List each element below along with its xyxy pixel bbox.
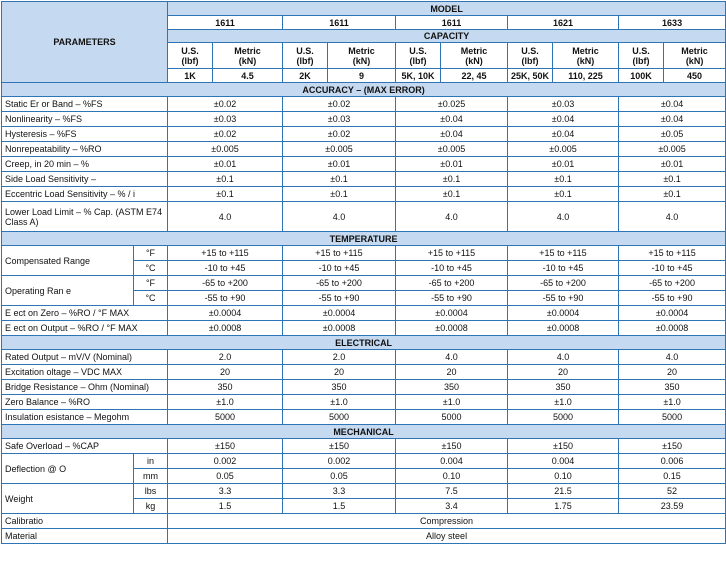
weight-value: 1.75 (508, 499, 619, 514)
temperature-value: -55 to +90 (396, 291, 508, 306)
section-mechanical: MECHANICAL (2, 425, 726, 439)
table-row (2, 514, 726, 529)
electrical-label: Rated Output – mV/V (Nominal) (2, 350, 168, 365)
table-row (2, 321, 726, 336)
safe-overload-value: ±150 (619, 439, 726, 454)
accuracy-value: ±0.1 (619, 172, 726, 187)
deflection-value: 0.05 (283, 469, 396, 484)
accuracy-value: ±0.1 (396, 172, 508, 187)
table-row (2, 336, 726, 350)
accuracy-value: 4.0 (168, 202, 283, 232)
capacity-title: CAPACITY (168, 30, 726, 43)
temperature-effect-value: ±0.0004 (168, 306, 283, 321)
accuracy-label: Nonlinearity – %FS (2, 112, 168, 127)
accuracy-value: ±0.1 (508, 172, 619, 187)
temperature-value: -65 to +200 (168, 276, 283, 291)
temperature-value: -65 to +200 (508, 276, 619, 291)
accuracy-value: ±0.1 (168, 187, 283, 202)
weight-value: 3.3 (283, 484, 396, 499)
table-row (2, 454, 726, 469)
accuracy-label: Creep, in 20 min – % (2, 157, 168, 172)
accuracy-value: ±0.04 (396, 127, 508, 142)
accuracy-value: ±0.01 (508, 157, 619, 172)
table-row (2, 306, 726, 321)
electrical-value: 5000 (396, 410, 508, 425)
safe-overload-label: Safe Overload – %CAP (2, 439, 168, 454)
capacity-us: 25K, 50K (508, 69, 553, 83)
us-lbf-header: U.S. (lbf) (396, 43, 441, 69)
accuracy-value: ±0.04 (508, 112, 619, 127)
deflection-value: 0.002 (283, 454, 396, 469)
temperature-effect-value: ±0.0004 (619, 306, 726, 321)
temperature-effect-value: ±0.0008 (396, 321, 508, 336)
temperature-effect-label: E ect on Zero – %RO / °F MAX (2, 306, 168, 321)
electrical-value: 20 (508, 365, 619, 380)
table-row (2, 172, 726, 187)
parameters-header: PARAMETERS (2, 2, 168, 83)
temperature-effect-value: ±0.0004 (283, 306, 396, 321)
electrical-value: ±1.0 (508, 395, 619, 410)
deflection-value: 0.10 (508, 469, 619, 484)
electrical-value: 5000 (508, 410, 619, 425)
accuracy-value: ±0.1 (283, 187, 396, 202)
accuracy-value: ±0.02 (283, 97, 396, 112)
accuracy-value: ±0.01 (396, 157, 508, 172)
deflection-value: 0.004 (508, 454, 619, 469)
electrical-value: 20 (283, 365, 396, 380)
temperature-value: -65 to +200 (619, 276, 726, 291)
table-row (2, 350, 726, 365)
temperature-value: +15 to +115 (396, 246, 508, 261)
accuracy-value: ±0.02 (168, 97, 283, 112)
accuracy-value: ±0.03 (283, 112, 396, 127)
temperature-value: +15 to +115 (168, 246, 283, 261)
accuracy-value: ±0.005 (396, 142, 508, 157)
temperature-value: -10 to +45 (283, 261, 396, 276)
capacity-metric: 4.5 (213, 69, 283, 83)
table-row (2, 395, 726, 410)
table-row (2, 2, 726, 16)
electrical-label: Excitation oltage – VDC MAX (2, 365, 168, 380)
table-row (2, 127, 726, 142)
electrical-value: 350 (619, 380, 726, 395)
section-electrical: ELECTRICAL (2, 336, 726, 350)
table-row (2, 276, 726, 291)
temperature-value: -10 to +45 (168, 261, 283, 276)
temperature-value: +15 to +115 (619, 246, 726, 261)
temperature-unit: °F (134, 276, 168, 291)
temperature-value: -55 to +90 (283, 291, 396, 306)
capacity-metric: 110, 225 (553, 69, 619, 83)
weight-unit: lbs (134, 484, 168, 499)
temperature-value: -55 to +90 (508, 291, 619, 306)
calibration-value: Compression (168, 514, 726, 529)
temperature-effect-value: ±0.0004 (396, 306, 508, 321)
electrical-value: 4.0 (508, 350, 619, 365)
deflection-value: 0.002 (168, 454, 283, 469)
accuracy-value: ±0.04 (619, 97, 726, 112)
accuracy-label: Lower Load Limit – % Cap. (ASTM E74 Class A) (2, 202, 168, 232)
accuracy-value: ±0.04 (396, 112, 508, 127)
accuracy-value: 4.0 (396, 202, 508, 232)
section-temperature: TEMPERATURE (2, 232, 726, 246)
temperature-effect-label: E ect on Output – %RO / °F MAX (2, 321, 168, 336)
deflection-unit: mm (134, 469, 168, 484)
model-number: 1611 (283, 16, 396, 30)
deflection-value: 0.006 (619, 454, 726, 469)
weight-value: 23.59 (619, 499, 726, 514)
electrical-value: ±1.0 (168, 395, 283, 410)
accuracy-value: ±0.04 (619, 112, 726, 127)
spec-table (1, 1, 726, 544)
table-row (2, 484, 726, 499)
table-row (2, 365, 726, 380)
weight-value: 3.4 (396, 499, 508, 514)
accuracy-label: Eccentric Load Sensitivity – % / i (2, 187, 168, 202)
temperature-unit: °C (134, 261, 168, 276)
safe-overload-value: ±150 (508, 439, 619, 454)
accuracy-value: ±0.1 (168, 172, 283, 187)
accuracy-value: 4.0 (283, 202, 396, 232)
accuracy-value: ±0.04 (508, 127, 619, 142)
accuracy-value: ±0.1 (283, 172, 396, 187)
electrical-value: 2.0 (283, 350, 396, 365)
accuracy-value: ±0.1 (396, 187, 508, 202)
electrical-value: 20 (168, 365, 283, 380)
model-title: MODEL (168, 2, 726, 16)
electrical-value: ±1.0 (619, 395, 726, 410)
temperature-value: -10 to +45 (619, 261, 726, 276)
table-row (2, 410, 726, 425)
model-number: 1611 (168, 16, 283, 30)
accuracy-label: Static Er or Band – %FS (2, 97, 168, 112)
electrical-value: 4.0 (396, 350, 508, 365)
material-value: Alloy steel (168, 529, 726, 544)
accuracy-value: ±0.05 (619, 127, 726, 142)
accuracy-value: ±0.005 (508, 142, 619, 157)
table-row (2, 529, 726, 544)
deflection-value: 0.10 (396, 469, 508, 484)
us-lbf-header: U.S. (lbf) (283, 43, 328, 69)
metric-kn-header: Metric (kN) (213, 43, 283, 69)
spec-table-body (2, 2, 726, 544)
accuracy-value: ±0.005 (168, 142, 283, 157)
temperature-value: -10 to +45 (396, 261, 508, 276)
electrical-value: ±1.0 (283, 395, 396, 410)
temperature-value: +15 to +115 (508, 246, 619, 261)
model-number: 1633 (619, 16, 726, 30)
table-row (2, 157, 726, 172)
capacity-us: 2K (283, 69, 328, 83)
electrical-value: 5000 (619, 410, 726, 425)
weight-value: 3.3 (168, 484, 283, 499)
capacity-metric: 9 (328, 69, 396, 83)
metric-kn-header: Metric (kN) (441, 43, 508, 69)
us-lbf-header: U.S. (lbf) (508, 43, 553, 69)
accuracy-value: ±0.01 (283, 157, 396, 172)
electrical-value: 5000 (283, 410, 396, 425)
safe-overload-value: ±150 (283, 439, 396, 454)
safe-overload-value: ±150 (396, 439, 508, 454)
metric-kn-header: Metric (kN) (328, 43, 396, 69)
table-row (2, 246, 726, 261)
electrical-value: 5000 (168, 410, 283, 425)
temperature-effect-value: ±0.0004 (508, 306, 619, 321)
electrical-value: 350 (508, 380, 619, 395)
table-row (2, 83, 726, 97)
accuracy-label: Hysteresis – %FS (2, 127, 168, 142)
accuracy-value: 4.0 (508, 202, 619, 232)
temperature-value: +15 to +115 (283, 246, 396, 261)
weight-label: Weight (2, 484, 134, 514)
electrical-label: Insulation esistance – Megohm (2, 410, 168, 425)
electrical-label: Bridge Resistance – Ohm (Nominal) (2, 380, 168, 395)
metric-kn-header: Metric (kN) (553, 43, 619, 69)
accuracy-value: ±0.005 (619, 142, 726, 157)
model-number: 1621 (508, 16, 619, 30)
weight-value: 21.5 (508, 484, 619, 499)
capacity-metric: 450 (664, 69, 726, 83)
temperature-effect-value: ±0.0008 (508, 321, 619, 336)
temperature-effect-value: ±0.0008 (283, 321, 396, 336)
accuracy-value: ±0.02 (283, 127, 396, 142)
accuracy-label: Side Load Sensitivity – (2, 172, 168, 187)
compensated-range-label: Compensated Range (2, 246, 134, 276)
us-lbf-header: U.S. (lbf) (619, 43, 664, 69)
electrical-value: 4.0 (619, 350, 726, 365)
temperature-unit: °F (134, 246, 168, 261)
weight-value: 52 (619, 484, 726, 499)
safe-overload-value: ±150 (168, 439, 283, 454)
electrical-value: 2.0 (168, 350, 283, 365)
electrical-value: 350 (168, 380, 283, 395)
temperature-value: -10 to +45 (508, 261, 619, 276)
table-row (2, 439, 726, 454)
deflection-label: Deflection @ O (2, 454, 134, 484)
deflection-value: 0.15 (619, 469, 726, 484)
accuracy-value: ±0.1 (619, 187, 726, 202)
temperature-value: -65 to +200 (283, 276, 396, 291)
accuracy-label: Nonrepeatability – %RO (2, 142, 168, 157)
table-row (2, 380, 726, 395)
electrical-value: 350 (396, 380, 508, 395)
capacity-metric: 22, 45 (441, 69, 508, 83)
electrical-value: 350 (283, 380, 396, 395)
weight-value: 7.5 (396, 484, 508, 499)
calibration-label: Calibratio (2, 514, 168, 529)
capacity-us: 5K, 10K (396, 69, 441, 83)
temperature-value: -65 to +200 (396, 276, 508, 291)
table-row (2, 202, 726, 232)
metric-kn-header: Metric (kN) (664, 43, 726, 69)
deflection-unit: in (134, 454, 168, 469)
electrical-value: 20 (396, 365, 508, 380)
accuracy-value: 4.0 (619, 202, 726, 232)
electrical-label: Zero Balance – %RO (2, 395, 168, 410)
deflection-value: 0.004 (396, 454, 508, 469)
accuracy-value: ±0.03 (508, 97, 619, 112)
us-lbf-header: U.S. (lbf) (168, 43, 213, 69)
table-row (2, 232, 726, 246)
weight-unit: kg (134, 499, 168, 514)
accuracy-value: ±0.02 (168, 127, 283, 142)
table-row (2, 112, 726, 127)
table-row (2, 425, 726, 439)
model-number: 1611 (396, 16, 508, 30)
table-row (2, 187, 726, 202)
temperature-effect-value: ±0.0008 (619, 321, 726, 336)
section-accuracy: ACCURACY – (MAX ERROR) (2, 83, 726, 97)
deflection-value: 0.05 (168, 469, 283, 484)
accuracy-value: ±0.03 (168, 112, 283, 127)
accuracy-value: ±0.025 (396, 97, 508, 112)
electrical-value: 20 (619, 365, 726, 380)
weight-value: 1.5 (168, 499, 283, 514)
capacity-us: 100K (619, 69, 664, 83)
accuracy-value: ±0.01 (619, 157, 726, 172)
weight-value: 1.5 (283, 499, 396, 514)
table-row (2, 142, 726, 157)
material-label: Material (2, 529, 168, 544)
temperature-value: -55 to +90 (619, 291, 726, 306)
operating-range-label: Operating Ran e (2, 276, 134, 306)
temperature-unit: °C (134, 291, 168, 306)
temperature-effect-value: ±0.0008 (168, 321, 283, 336)
temperature-value: -55 to +90 (168, 291, 283, 306)
table-row (2, 97, 726, 112)
capacity-us: 1K (168, 69, 213, 83)
electrical-value: ±1.0 (396, 395, 508, 410)
accuracy-value: ±0.1 (508, 187, 619, 202)
accuracy-value: ±0.01 (168, 157, 283, 172)
accuracy-value: ±0.005 (283, 142, 396, 157)
